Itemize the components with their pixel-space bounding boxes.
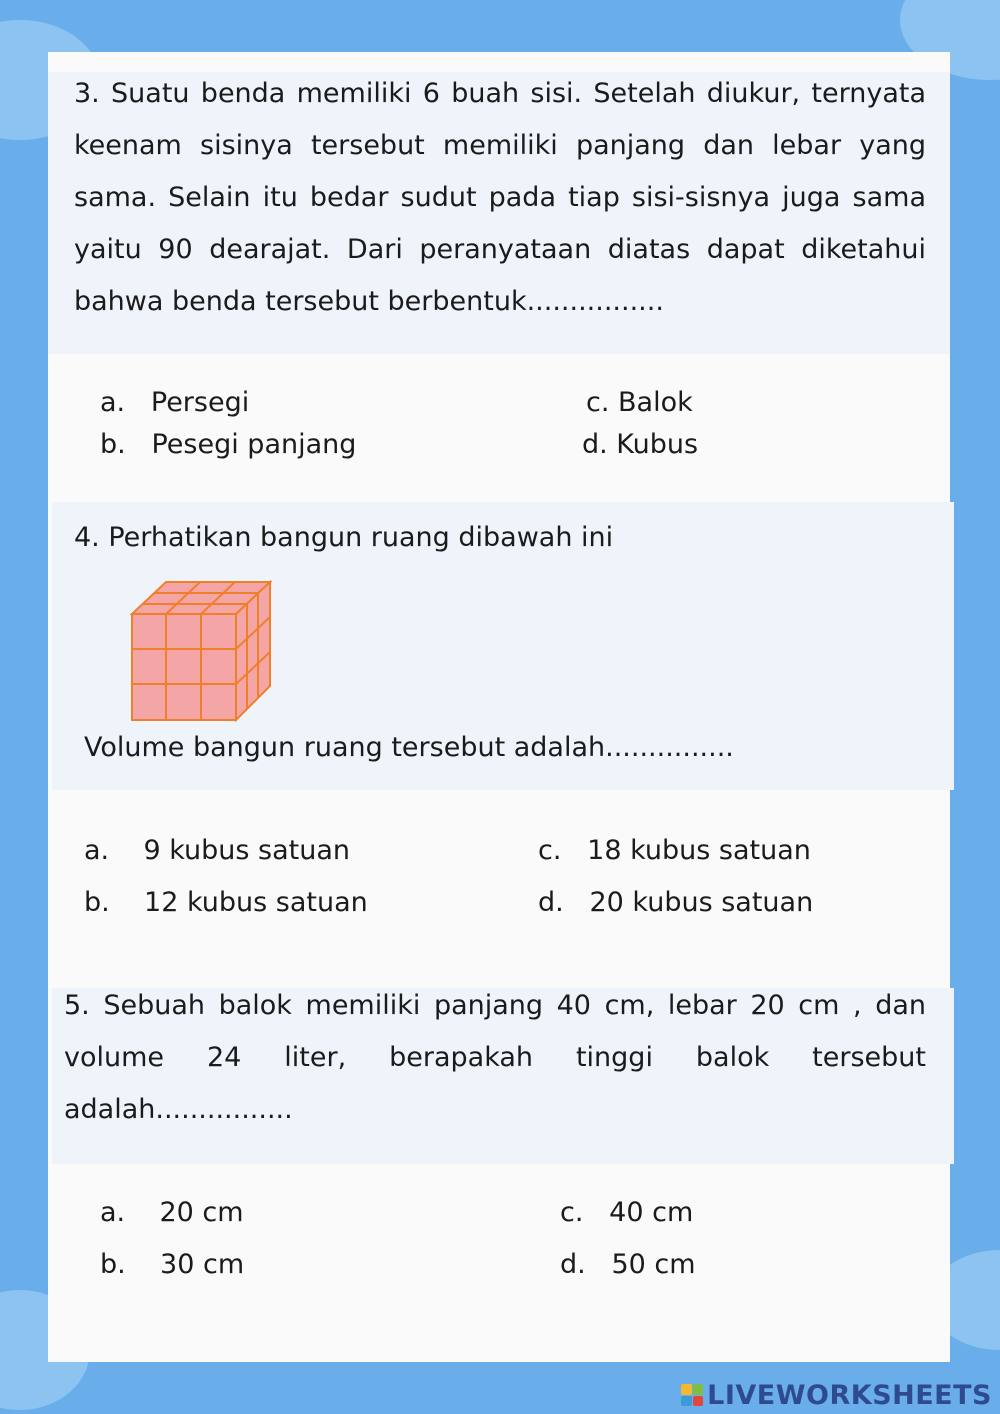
cube-3x3x3-icon <box>130 580 272 722</box>
question-3-option-b[interactable]: b. Pesegi panjang <box>100 429 357 460</box>
question-5-text: 5. Sebuah balok memiliki panjang 40 cm, lebar 20 cm , dan volume 24 liter, berapakah tinggi balok tersebut adalah................ <box>64 990 926 1125</box>
question-5-option-b[interactable]: b. 30 cm <box>100 1249 245 1280</box>
question-3-option-a[interactable]: a. Persegi <box>100 387 250 418</box>
question-3-text: 3. Suatu benda memiliki 6 buah sisi. Setelah diukur, ternyata keenam sisinya tersebut memiliki panjang dan lebar yang sama. Selain itu bedar sudut pada tiap sisi-sisnya juga sama yaitu 90 dearajat. Dari peranyataan diatas dapat diketahui bahwa benda tersebut berbentuk................ <box>74 78 926 317</box>
question-5-option-c[interactable]: c. 40 cm <box>560 1197 694 1228</box>
question-5-option-a[interactable]: a. 20 cm <box>100 1197 244 1228</box>
footer-brand <box>681 1380 992 1410</box>
question-3-option-d[interactable]: d. Kubus <box>582 429 699 460</box>
question-3-option-c[interactable]: c. Balok <box>586 387 693 418</box>
question-4-option-a[interactable]: a. 9 kubus satuan <box>84 835 351 866</box>
liveworksheets-logo-icon <box>681 1384 703 1406</box>
question-5-option-d[interactable]: d. 50 cm <box>560 1249 696 1280</box>
question-4-option-d[interactable]: d. 20 kubus satuan <box>538 887 814 918</box>
brand-name: LIVEWORKSHEETS <box>707 1379 992 1411</box>
question-4-option-b[interactable]: b. 12 kubus satuan <box>84 887 368 918</box>
question-4-option-c[interactable]: c. 18 kubus satuan <box>538 835 811 866</box>
question-4-followup-text: Volume bangun ruang tersebut adalah............... <box>84 732 734 763</box>
question-4-text: 4. Perhatikan bangun ruang dibawah ini <box>74 522 614 553</box>
